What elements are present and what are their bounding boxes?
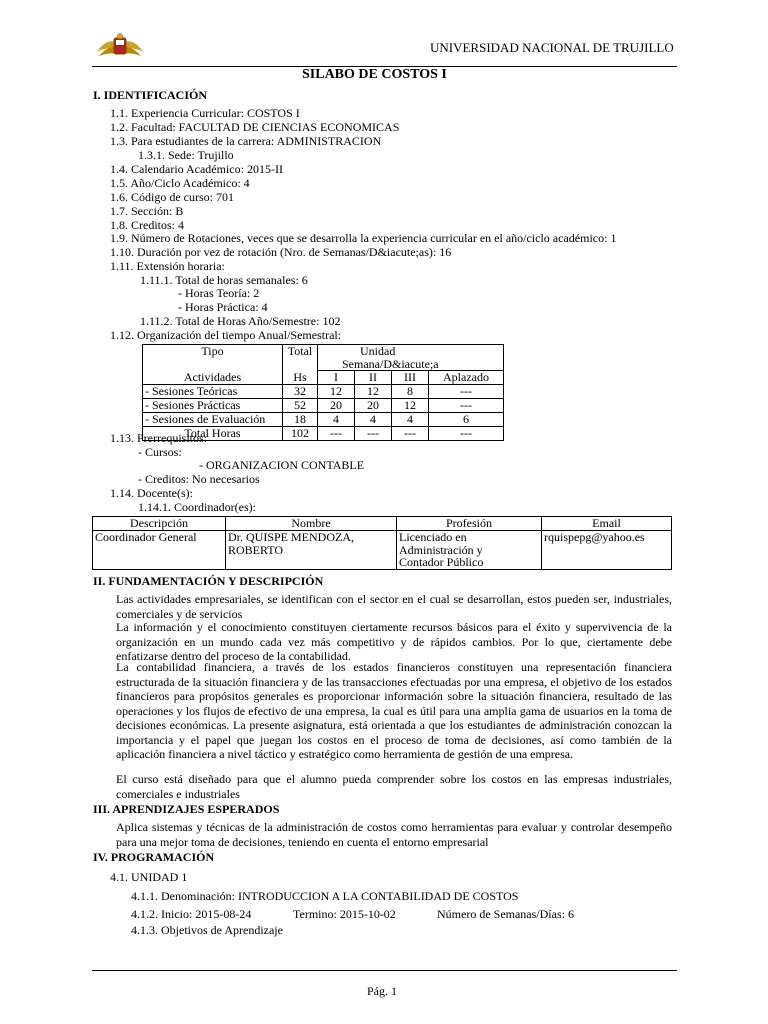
- prereq-item: - Creditos: No necesarios: [138, 472, 260, 486]
- table-header-cell: Email: [542, 517, 672, 531]
- ident-item: 1.9. Número de Rotaciones, veces que se desarrolla la experiencia curricular en el año/ciclo académico: 1: [110, 231, 617, 245]
- table-cell: 102: [283, 427, 318, 441]
- page-number: Pág. 1: [367, 984, 397, 998]
- time-organization-table: [142, 344, 504, 441]
- ident-item: - Horas Teoría: 2: [178, 286, 260, 300]
- unidad-label: Unidad: [360, 344, 396, 358]
- unit-start: 4.1.2. Inicio: 2015-08-24: [131, 907, 252, 921]
- ident-item: 1.1. Experiencia Curricular: COSTOS I: [110, 106, 300, 120]
- table-cell: ---: [392, 427, 429, 441]
- table-cell: 4: [355, 413, 392, 427]
- table-cell: 12: [392, 399, 429, 413]
- table-cell: ---: [355, 427, 392, 441]
- unit-denomination: 4.1.1. Denominación: INTRODUCCION A LA CONTABILIDAD DE COSTOS: [131, 889, 519, 903]
- table-cell: 12: [355, 385, 392, 399]
- table-cell: 52: [283, 399, 318, 413]
- table-row: [143, 385, 504, 399]
- table-cell: 20: [318, 399, 355, 413]
- section-3-heading: III. APRENDIZAJES ESPERADOS: [93, 802, 280, 816]
- semana-label: Semana/D&iacute;a: [342, 356, 439, 371]
- ident-item: 1.5. Año/Ciclo Académico: 4: [110, 176, 250, 190]
- prereq-item: 1.14. Docente(s):: [110, 486, 193, 500]
- prereq-item: 1.13. Prerrequisitos:: [110, 431, 207, 445]
- document-title: SILABO DE COSTOS I: [302, 67, 447, 82]
- coordinator-profession-line: Administración y: [399, 542, 483, 557]
- unit-weeks: Número de Semanas/Días: 6: [437, 907, 574, 921]
- footer-divider: [92, 970, 677, 971]
- coordinator-profession-line: Licenciado en: [399, 530, 467, 544]
- fundamentation-paragraph: La información y el conocimiento constituyen ciertamente recursos básicos para el éxito y supervivencia de la organización en un mundo cada vez más competitivo y de rápidos cambios. Por lo que, ciertamente debe enfatizarse dentro del proceso de la contabilidad.: [116, 620, 672, 663]
- ident-item: 1.11.1. Total de horas semanales: 6: [140, 273, 308, 287]
- table-header-row: [93, 517, 672, 531]
- table-cell: ---: [429, 385, 504, 399]
- section-4-heading: IV. PROGRAMACIÓN: [93, 850, 215, 864]
- expected-learning-paragraph: Aplica sistemas y técnicas de la administración de costos como herramientas para evaluar y controlar desempeño para una mejor toma de decisiones, teniendo en cuenta el entorno empresarial: [116, 820, 672, 849]
- ident-item: 1.10. Duración por vez de rotación (Nro. de Semanas/D&iacute;as): 16: [110, 245, 452, 259]
- table-header-cell: Descripción: [93, 517, 226, 531]
- table-row: [93, 531, 672, 570]
- table-cell: - Sesiones Teóricas: [143, 385, 283, 399]
- table-header-cell: Actividades: [143, 371, 283, 385]
- university-crest-icon: [95, 30, 145, 64]
- table-header-cell: Nombre: [226, 517, 397, 531]
- table-row: [143, 413, 504, 427]
- ident-item: - Horas Práctica: 4: [178, 300, 268, 314]
- ident-item: 1.7. Sección: B: [110, 204, 184, 218]
- coordinator-name-line: ROBERTO: [228, 542, 284, 557]
- table-cell: ---: [318, 427, 355, 441]
- table-header-row: [143, 345, 504, 371]
- table-cell: Coordinador General: [93, 531, 226, 570]
- table-cell: - Sesiones Prácticas: [143, 399, 283, 413]
- ident-item: 1.11.2. Total de Horas Año/Semestre: 102: [140, 314, 341, 328]
- table-cell: ---: [429, 399, 504, 413]
- table-header-cell: Total: [283, 345, 318, 371]
- unit-objectives: 4.1.3. Objetivos de Aprendizaje: [131, 923, 283, 937]
- table-cell: 8: [392, 385, 429, 399]
- table-cell: 4: [392, 413, 429, 427]
- table-header-row: [143, 371, 504, 385]
- university-name: UNIVERSIDAD NACIONAL DE TRUJILLO: [430, 40, 674, 55]
- ident-item: 1.8. Creditos: 4: [110, 218, 184, 232]
- section-1-heading: I. IDENTIFICACIÓN: [93, 88, 208, 102]
- ident-item: 1.11. Extensión horaria:: [110, 259, 225, 273]
- table-header-cell: Profesión: [397, 517, 542, 531]
- table-header-cell: Hs: [283, 371, 318, 385]
- table-cell: ---: [429, 427, 504, 441]
- ident-item: 1.4. Calendario Académico: 2015-II: [110, 162, 283, 176]
- fundamentation-paragraph: La contabilidad financiera, a través de los estados financieros constituyen una representación financiera estructurada de la situación financiera y de las transacciones efectuadas por una empresa, el objetivo de los estados financieros para propósitos generales es proporcionar información sobre la situación financiera, resultado de las operaciones y los flujos de efectivo de una empresa, la cual es útil para una amplia gama de usuarios en la toma de decisiones económicas. La presente asignatura, está orientada a que los estudiantes de administración conozcan la importancia y el papel que juegan los costos en el proceso de toma de decisiones, así como también de la aplicación financiera a nivel táctico y estratégico como herramienta de gestión de una empresa.: [116, 660, 672, 761]
- table-header-cell: Tipo: [143, 345, 283, 371]
- table-cell: - Sesiones de Evaluación: [143, 413, 283, 427]
- ident-item: 1.3. Para estudiantes de la carrera: ADMINISTRACION: [110, 134, 382, 148]
- table-cell: 18: [283, 413, 318, 427]
- fundamentation-paragraph: El curso está diseñado para que el alumno pueda comprender sobre los costos en las empresas industriales, comerciales e industriales: [116, 772, 672, 801]
- ident-item: 1.2. Facultad: FACULTAD DE CIENCIAS ECONOMICAS: [110, 120, 400, 134]
- table-cell: rquispepg@yahoo.es: [542, 531, 672, 570]
- table-cell: 6: [429, 413, 504, 427]
- coordinator-name-line: Dr. QUISPE MENDOZA,: [228, 530, 354, 544]
- unit-end: Termino: 2015-10-02: [293, 907, 396, 921]
- fundamentation-paragraph: Las actividades empresariales, se identifican con el sector en el cual se desarrollan, estos pueden ser, industriales, comerciales y de servicios: [116, 592, 672, 621]
- table-row: [143, 399, 504, 413]
- table-cell: 12: [318, 385, 355, 399]
- unit-title: 4.1. UNIDAD 1: [110, 870, 188, 884]
- table-cell: 32: [283, 385, 318, 399]
- table-header-cell: Aplazado: [429, 371, 504, 385]
- table-cell: 4: [318, 413, 355, 427]
- prereq-item: - Cursos:: [138, 445, 182, 459]
- table-header-cell: [318, 345, 504, 371]
- table-cell: Total Horas: [143, 427, 283, 441]
- table-cell: [226, 531, 397, 570]
- ident-item: 1.12. Organización del tiempo Anual/Semestral:: [110, 328, 342, 342]
- prereq-item: 1.14.1. Coordinador(es):: [138, 500, 256, 514]
- table-header-cell: III: [392, 371, 429, 385]
- table-cell: 20: [355, 399, 392, 413]
- section-2-heading: II. FUNDAMENTACIÓN Y DESCRIPCIÓN: [93, 574, 324, 588]
- table-header-cell: I: [318, 371, 355, 385]
- coordinator-profession-line: Contador Público: [399, 555, 484, 569]
- table-header-cell: II: [355, 371, 392, 385]
- ident-item: 1.3.1. Sede: Trujillo: [138, 148, 234, 162]
- prereq-item: - ORGANIZACION CONTABLE: [199, 458, 365, 472]
- ident-item: 1.6. Código de curso: 701: [110, 190, 234, 204]
- table-cell: [397, 531, 542, 570]
- coordinator-table: [92, 516, 672, 570]
